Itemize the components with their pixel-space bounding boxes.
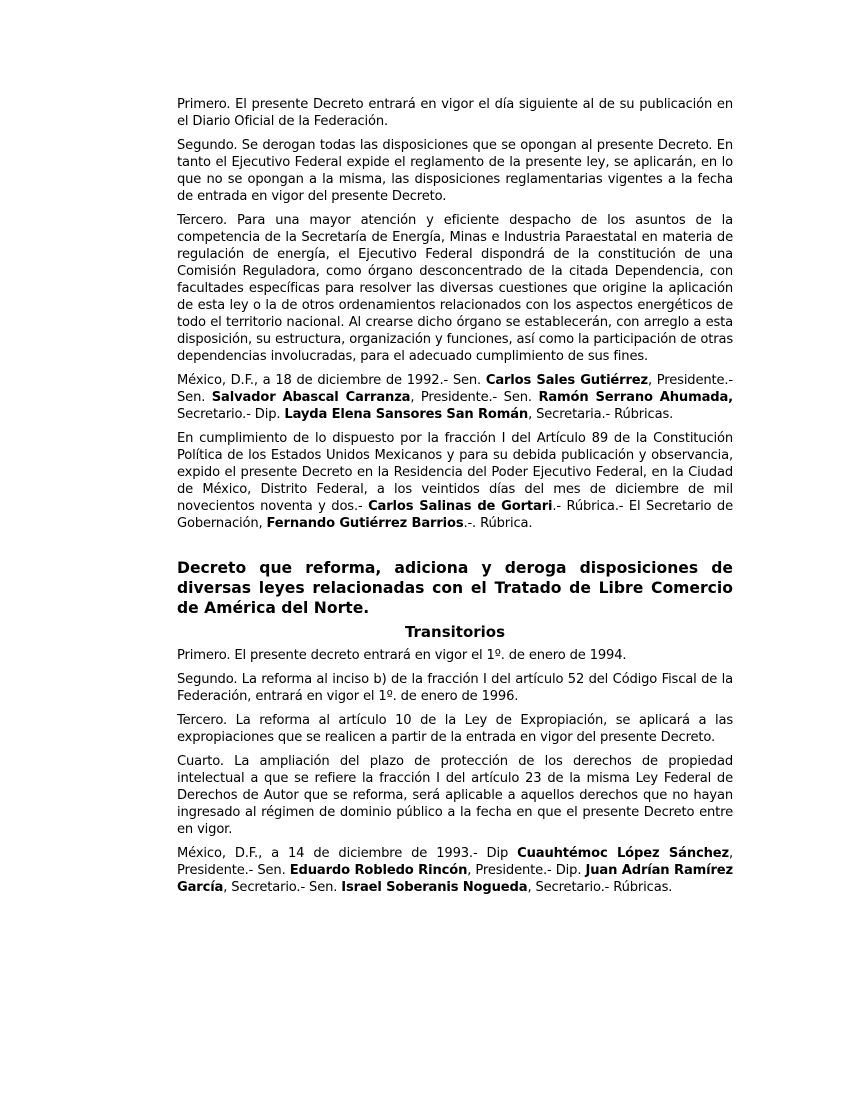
text-run: Tercero. La reforma al artículo 10 de la Ley de Expropiación, se aplicará a las expropiaciones que se realicen a partir de la entrada en vigor del presente Decreto. [177,713,733,745]
text-run: , Presidente.- Sen. [177,846,733,878]
paragraph [177,96,733,130]
signatory-name: Layda Elena Sansores San Román [284,407,529,422]
signatory-name: Eduardo Robledo Rincón [289,863,468,878]
text-run: Tercero. Para una mayor atención y eficiente despacho de los asuntos de la competencia de la Secretaría de Energía, Minas e Industria Paraestatal en materia de regulación de energía, el Ejecutivo Federal dispondrá de la constitución de una Comisión Reguladora, como órgano desconcentrado de la citada Dependencia, con facultades específicas para resolver las diversas cuestiones que origine la aplicación de esta ley o la de otros ordenamientos relacionados con los aspectos energéticos de todo el territorio nacional. Al crearse dicho órgano se establecerán, con arreglo a esta disposición, su estructura, organización y funciones, así como la participación de otras dependencias involucradas, para el adecuado cumplimiento de sus fines. [177,213,733,364]
paragraph [177,712,733,746]
text-run: Segundo. La reforma al inciso b) de la fracción I del artículo 52 del Código Fiscal de la Federación, entrará en vigor el 1º. de enero de 1996. [177,672,733,704]
paragraph [177,845,733,896]
text-run: Cuarto. La ampliación del plazo de protección de los derechos de propiedad intelectual a que se refiere la fracción I del artículo 23 de la misma Ley Federal de Derechos de Autor que se reforma, será aplicable a aquellos derechos que no hayan ingresado al régimen de dominio público a la fecha en que el presente Decreto entre en vigor. [177,754,733,837]
text-run: Primero. El presente decreto entrará en vigor el 1º. de enero de 1994. [177,648,627,663]
text-run: En cumplimiento de lo dispuesto por la fracción I del Artículo 89 de la Constitución Política de los Estados Unidos Mexicanos y para su debida publicación y observancia, expido el presente Decreto en la Residencia del Poder Ejecutivo Federal, en la Ciudad de México, Distrito Federal, a los veintidos días del mes de diciembre de mil novecientos noventa y dos.- [177,431,733,514]
text-run: , Presidente.- Sen. [410,390,539,405]
signatory-name: Ramón Serrano Ahumada, [538,390,734,405]
decree-title: Decreto que reforma, adiciona y deroga disposiciones de diversas leyes relacionadas con el Tratado de Libre Comercio de América del Norte. [177,559,733,617]
paragraph [177,430,733,532]
text-run: , Presidente.- Dip. [467,863,586,878]
text-run: Secretario.- Dip. [177,407,285,422]
signatory-name: Salvador Abascal Carranza [211,390,411,405]
paragraph [177,212,733,365]
text-run: México, D.F., a 14 de diciembre de 1993.- Dip [177,846,518,861]
document-page [177,96,733,903]
text-run: Segundo. Se derogan todas las disposiciones que se opongan al presente Decreto. En tanto el Ejecutivo Federal expide el reglamento de la presente ley, se aplicarán, en lo que no se opongan a la misma, las disposiciones reglamentarias vigentes a la fecha de entrada en vigor del presente Decreto. [177,138,733,204]
signatory-name: Israel Soberanis Nogueda [341,880,528,895]
text-run: .- Rúbrica.- El Secretario de Gobernación, [177,499,733,531]
signatory-name: Fernando Gutiérrez Barrios [266,516,464,531]
paragraph [177,753,733,838]
decree-1992-transitorios [177,96,733,532]
text-run: México, D.F., a 18 de diciembre de 1992.- Sen. [177,373,486,388]
signatory-name: Carlos Sales Gutiérrez [485,373,648,388]
paragraph [177,372,733,423]
text-run: Primero. El presente Decreto entrará en vigor el día siguiente al de su publicación en el Diario Oficial de la Federación. [177,97,733,129]
paragraph [177,647,733,664]
text-run: , Presidente.- Sen. [177,373,733,405]
signatory-name: Juan Adrían Ramírez García [177,863,733,895]
decree-1993-transitorios [177,647,733,896]
text-run: , Secretario.- Rúbricas. [527,880,673,895]
text-run: , Secretario.- Sen. [223,880,342,895]
paragraph [177,671,733,705]
signatory-name: Carlos Salinas de Gortari [368,499,553,514]
text-run: , Secretaria.- Rúbricas. [528,407,674,422]
transitorios-heading: Transitorios [404,623,506,641]
paragraph [177,137,733,205]
signatory-name: Cuauhtémoc López Sánchez [517,846,729,861]
text-run: .-. Rúbrica. [463,516,533,531]
